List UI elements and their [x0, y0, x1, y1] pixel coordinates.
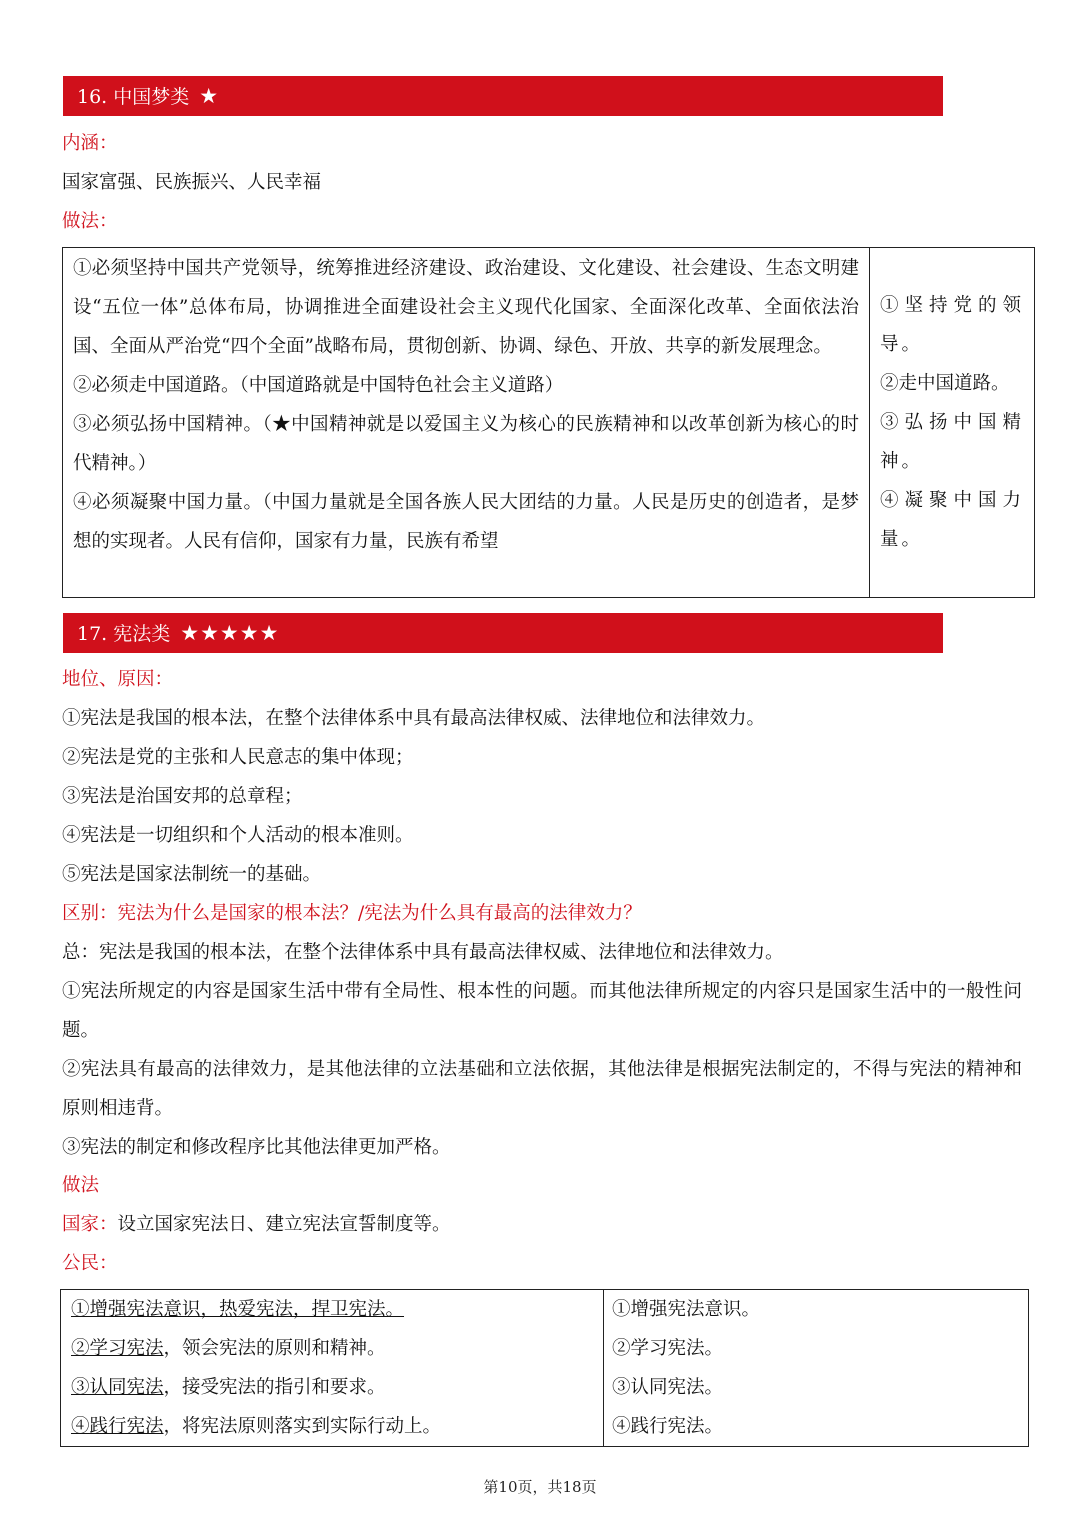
- citizen-left-item-1: [71, 1290, 593, 1329]
- section-16-title: 16. 中国梦类: [77, 86, 190, 108]
- difference-label: 区别：宪法为什么是国家的根本法？/宪法为什么具有最高的法律效力？: [62, 903, 642, 924]
- left-item-2: ②必须走中国道路。（中国道路就是中国特色社会主义道路）: [73, 375, 564, 396]
- right-item-3: ③弘扬中国精神。: [880, 412, 1024, 472]
- difference-item-3: ③宪法的制定和修改程序比其他法律更加严格。: [62, 1137, 451, 1158]
- citizen-left-item-2-key: ②学习宪法: [71, 1338, 164, 1359]
- citizen-left-item-3-rest: ，接受宪法的指引和要求。: [163, 1377, 386, 1398]
- citizen-left-item-3-key: ③认同宪法: [71, 1377, 164, 1398]
- status-item-4: ④宪法是一切组织和个人活动的根本准则。: [62, 825, 414, 846]
- method-label-16: 做法：: [62, 211, 118, 232]
- left-item-3: ③必须弘扬中国精神。（★中国精神就是以爱国主义为核心的民族精神和以改革创新为核心的时代精神。）: [73, 414, 859, 474]
- difference-item-2: ②宪法具有最高的法律效力，是其他法律的立法基础和立法依据，其他法律是根据宪法制定的，不得与宪法的精神和原则相违背。: [62, 1059, 1022, 1119]
- citizen-left-cell: [61, 1290, 604, 1447]
- citizen-left-item-3: [71, 1368, 593, 1407]
- right-item-2: ②走中国道路。: [880, 373, 1010, 394]
- difference-summary: 总：宪法是我国的根本法，在整个法律体系中具有最高法律权威、法律地位和法律效力。: [62, 942, 784, 963]
- citizen-left-item-4-rest: ，将宪法原则落实到实际行动上。: [163, 1416, 442, 1437]
- connotation-text: 国家富强、民族振兴、人民幸福: [62, 172, 322, 193]
- citizen-left-item-1-key: ①增强宪法意识，热爱宪法，捍卫宪法。: [71, 1299, 405, 1320]
- status-item-3: ③宪法是治国安邦的总章程；: [62, 786, 303, 807]
- state-line: [62, 1205, 451, 1244]
- citizen-left-item-4: [71, 1407, 593, 1446]
- citizen-right-cell: [604, 1290, 1029, 1447]
- citizen-left-item-2: [71, 1329, 593, 1368]
- state-label: 国家：: [62, 1214, 118, 1235]
- citizen-label: 公民：: [62, 1253, 118, 1274]
- right-item-4: ④凝聚中国力量。: [880, 490, 1024, 550]
- method-label-17: 做法: [62, 1175, 100, 1196]
- difference-item-1: ①宪法所规定的内容是国家生活中带有全局性、根本性的问题。而其他法律所规定的内容只是国家生活中的一般性问题。: [62, 981, 1022, 1041]
- citizen-right-item-3: ③认同宪法。: [612, 1377, 724, 1398]
- section-16-right-cell: [870, 248, 1035, 598]
- left-item-4: ④必须凝聚中国力量。（中国力量就是全国各族人民大团结的力量。人民是历史的创造者，是梦想的实现者。人民有信仰，国家有力量，民族有希望: [73, 492, 859, 552]
- section-16-table: [62, 247, 1035, 598]
- citizen-right-item-1: ①增强宪法意识。: [612, 1299, 761, 1320]
- section-17-stars: ★★★★★: [180, 621, 280, 645]
- state-text: 设立国家宪法日、建立宪法宣誓制度等。: [117, 1214, 451, 1235]
- section-17-title: 17. 宪法类: [77, 623, 171, 645]
- left-item-1: ①必须坚持中国共产党领导，统筹推进经济建设、政治建设、文化建设、社会建设、生态文明建设“五位一体”总体布局，协调推进全面建设社会主义现代化国家、全面深化改革、全面依法治国、全面从严治党“四个全面”战略布局，贯彻创新、协调、绿色、开放、共享的新发展理念。: [73, 258, 859, 357]
- right-item-1: ①坚持党的领导。: [880, 295, 1024, 355]
- citizen-right-item-4: ④践行宪法。: [612, 1416, 724, 1437]
- citizen-right-item-2: ②学习宪法。: [612, 1338, 724, 1359]
- status-item-2: ②宪法是党的主张和人民意志的集中体现；: [62, 747, 414, 768]
- citizen-left-item-2-rest: ，领会宪法的原则和精神。: [163, 1338, 386, 1359]
- section-17-banner: [63, 613, 943, 653]
- connotation-label: 内涵：: [62, 133, 118, 154]
- section-16-left-cell: [63, 248, 870, 598]
- status-item-5: ⑤宪法是国家法制统一的基础。: [62, 864, 322, 885]
- citizen-table: [60, 1289, 1029, 1447]
- section-16-banner: [63, 76, 943, 116]
- status-item-1: ①宪法是我国的根本法，在整个法律体系中具有最高法律权威、法律地位和法律效力。: [62, 708, 766, 729]
- section-16-stars: ★: [199, 84, 220, 108]
- page-footer: 第10页，共18页: [483, 1478, 597, 1496]
- citizen-left-item-4-key: ④践行宪法: [71, 1416, 164, 1437]
- status-label: 地位、原因：: [62, 669, 174, 690]
